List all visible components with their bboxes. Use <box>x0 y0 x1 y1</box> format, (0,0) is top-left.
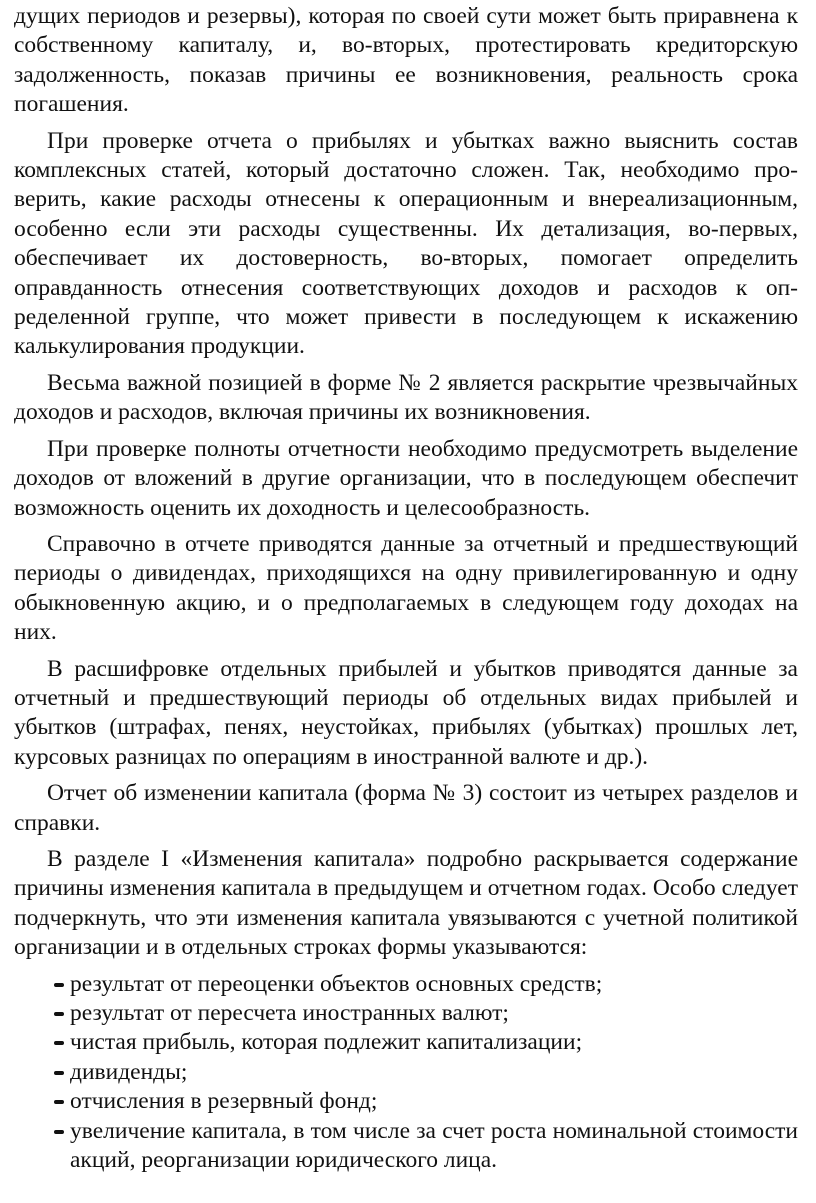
list-item <box>14 1117 798 1176</box>
bullet-dash-icon <box>54 1130 64 1134</box>
list-item <box>14 1087 798 1116</box>
list-item-text: чистая прибыль, которая подлежит капитализации; <box>70 1029 583 1056</box>
list-item-text: дивиденды; <box>70 1058 188 1085</box>
list-item-text: результат от пересчета иностранных валют; <box>70 1000 509 1026</box>
paragraph-continuation: дущих периодов и резервы), которая по своей сути может быть приравнена к собственному капиталу, и, во-вторых, протестировать кредиторскую задолженность, показав причины ее возникновения, реальность срока погашения. <box>14 3 798 118</box>
paragraph-profit-breakdown: В расшифровке отдельных прибылей и убытков приводятся данные за отчетный и предшествующий периоды об отдельных видах прибылей и убытков (штрафах, пенях, неустойках, прибылях (убытках) прошлых лет, курсовых разницах по операциям в иностранной валюте и др.). <box>14 655 798 770</box>
paragraph-completeness-check: При проверке полноты отчетности необходимо предусмотреть выделение доходов от вложений в другие организации, что в последующем обеспечит возможность оценить их доходность и целесообразность. <box>14 435 798 521</box>
bullet-list <box>14 970 798 1176</box>
list-item <box>14 999 798 1028</box>
list-item-text: отчисления в резервный фонд; <box>70 1088 378 1115</box>
bullet-dash-icon <box>54 983 64 987</box>
list-item <box>14 970 798 999</box>
paragraph-capital-report: Отчет об изменении капитала (форма № 3) состоит из четырех разделов и справки. <box>14 780 798 836</box>
list-item-text: увеличение капитала, в том числе за счет роста номинальной стоимости акций, реорганизации юридического лица. <box>70 1117 798 1174</box>
paragraph-dividends: Справочно в отчете приводятся данные за отчетный и предшествующий периоды о дивидендах, приходящихся на одну привилегированную и одну обыкновенную акцию, и о предполагаемых в следующем году доходах на них. <box>14 530 798 646</box>
list-item <box>14 1058 798 1087</box>
paragraph-profit-loss-check: При проверке отчета о прибылях и убытках важно выяснить состав комплексных статей, который достаточно сложен. Так, необходимо проверить, какие расходы отнесены к операционным и внереализационным, особенно если эти расходы существенны. Их детализация, во-первых, обеспечивает их достоверность, во-вторых, помогает определить оправданность отнесения соответствующих доходов и расходов к определенной группе, что может привести в последующем к искажению калькулирования продукции. <box>14 127 798 360</box>
list-item-text: результат от переоценки объектов основных средств; <box>70 970 603 997</box>
list-item <box>14 1028 798 1057</box>
bullet-dash-icon <box>54 1041 64 1045</box>
bullet-dash-icon <box>54 1012 64 1016</box>
bullet-dash-icon <box>54 1100 64 1104</box>
paragraph-extraordinary-income: Весьма важной позицией в форме № 2 является раскрытие чрезвычайных доходов и расходов, включая причины их возникновения. <box>14 369 798 426</box>
bullet-dash-icon <box>54 1071 64 1075</box>
paragraph-section-one: В разделе I «Изменения капитала» подробно раскрывается содержание причины изменения капитала в предыдущем и отчетном годах. Особо следует подчеркнуть, что эти изменения капитала увязываются с учетной политикой организации и в отдельных строках формы указываются: <box>14 845 798 961</box>
